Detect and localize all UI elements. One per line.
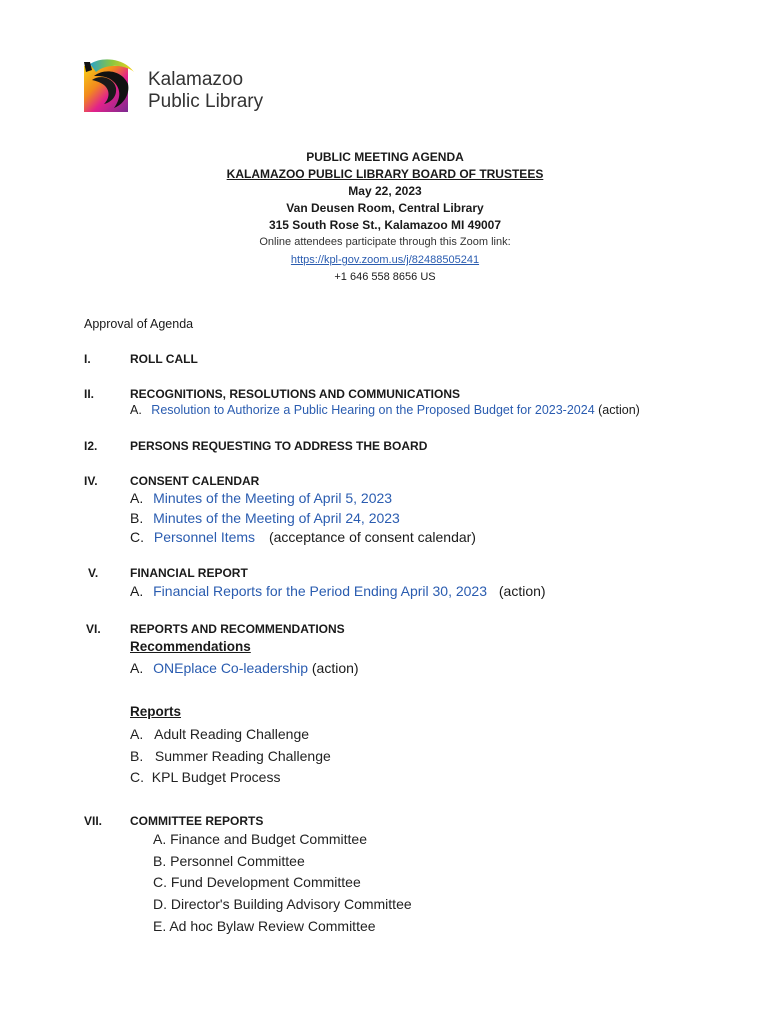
- section-7-title: COMMITTEE REPORTS: [130, 814, 264, 828]
- report-item-a: A. Adult Reading Challenge: [130, 726, 310, 742]
- zoom-link[interactable]: https://kpl-gov.zoom.us/j/82488505241: [290, 254, 480, 266]
- section-7-number: VII.: [84, 814, 103, 828]
- section-4-number: IV.: [84, 474, 98, 488]
- action-suffix: (action): [498, 583, 546, 599]
- agenda-header: [0, 149, 770, 286]
- section-1-title: ROLL CALL: [130, 352, 198, 366]
- action-suffix: (action): [311, 660, 359, 676]
- section-5-item-a: [130, 583, 546, 599]
- recommendation-item-a: [130, 660, 359, 676]
- section-3-number: I2.: [84, 439, 98, 453]
- library-name-line2: Public Library: [148, 91, 264, 112]
- personnel-items-link[interactable]: Personnel Items: [153, 529, 256, 545]
- item-letter: A.: [130, 660, 144, 676]
- committee-item-d: D. Director's Building Advisory Committee: [153, 896, 412, 912]
- committee-item-c: C. Fund Development Committee: [153, 874, 361, 890]
- reports-heading: Reports: [130, 704, 182, 719]
- section-5-number: V.: [88, 566, 99, 580]
- meeting-address: 315 South Rose St., Kalamazoo MI 49007: [268, 218, 502, 232]
- committee-item-a: A. Finance and Budget Committee: [153, 831, 368, 847]
- meeting-room: Van Deusen Room, Central Library: [286, 201, 484, 215]
- approval-of-agenda: Approval of Agenda: [84, 317, 194, 331]
- section-4-item-a: [130, 490, 392, 506]
- section-5-title: FINANCIAL REPORT: [130, 566, 248, 580]
- report-item-b: B. Summer Reading Challenge: [130, 748, 331, 764]
- item-letter: B.: [130, 510, 144, 526]
- section-2-title: RECOGNITIONS, RESOLUTIONS AND COMMUNICATIONS: [130, 387, 460, 401]
- organization-name: KALAMAZOO PUBLIC LIBRARY BOARD OF TRUSTEES: [226, 167, 544, 181]
- section-1-number: I.: [84, 352, 91, 366]
- agenda-title: PUBLIC MEETING AGENDA: [306, 150, 464, 164]
- library-name-line1: Kalamazoo: [148, 69, 244, 90]
- action-suffix: (action): [598, 403, 640, 417]
- section-4-item-b: [130, 510, 400, 526]
- minutes-april-24-link[interactable]: Minutes of the Meeting of April 24, 2023: [153, 510, 400, 526]
- section-2-number: II.: [84, 387, 95, 401]
- minutes-april-5-link[interactable]: Minutes of the Meeting of April 5, 2023: [153, 490, 393, 506]
- consent-suffix: (acceptance of consent calendar): [268, 529, 476, 545]
- report-item-c: C. KPL Budget Process: [130, 769, 281, 785]
- committee-item-e: E. Ad hoc Bylaw Review Committee: [153, 918, 376, 934]
- resolution-link[interactable]: Resolution to Authorize a Public Hearing on the Proposed Budget for 2023-2024: [151, 403, 595, 417]
- online-note: Online attendees participate through this Zoom link:: [259, 236, 511, 248]
- library-logo-icon: [84, 58, 136, 112]
- item-letter: A.: [130, 403, 142, 417]
- section-6-title: REPORTS AND RECOMMENDATIONS: [130, 622, 345, 636]
- section-3-title: PERSONS REQUESTING TO ADDRESS THE BOARD: [130, 439, 428, 453]
- item-letter: A.: [130, 490, 144, 506]
- phone-number: +1 646 558 8656 US: [334, 271, 436, 283]
- committee-item-b: B. Personnel Committee: [153, 853, 305, 869]
- financial-reports-link[interactable]: Financial Reports for the Period Ending April 30, 2023: [153, 583, 487, 599]
- section-6-number: VI.: [86, 622, 101, 636]
- meeting-date: May 22, 2023: [348, 184, 422, 198]
- section-4-title: CONSENT CALENDAR: [130, 474, 260, 488]
- oneplace-link[interactable]: ONEplace Co-leadership: [153, 660, 308, 676]
- item-letter: C.: [130, 529, 144, 545]
- recommendations-heading: Recommendations: [130, 639, 251, 654]
- item-letter: A.: [130, 583, 144, 599]
- section-2-item-a: [130, 403, 640, 417]
- section-4-item-c: [130, 529, 476, 545]
- library-name: [148, 69, 263, 113]
